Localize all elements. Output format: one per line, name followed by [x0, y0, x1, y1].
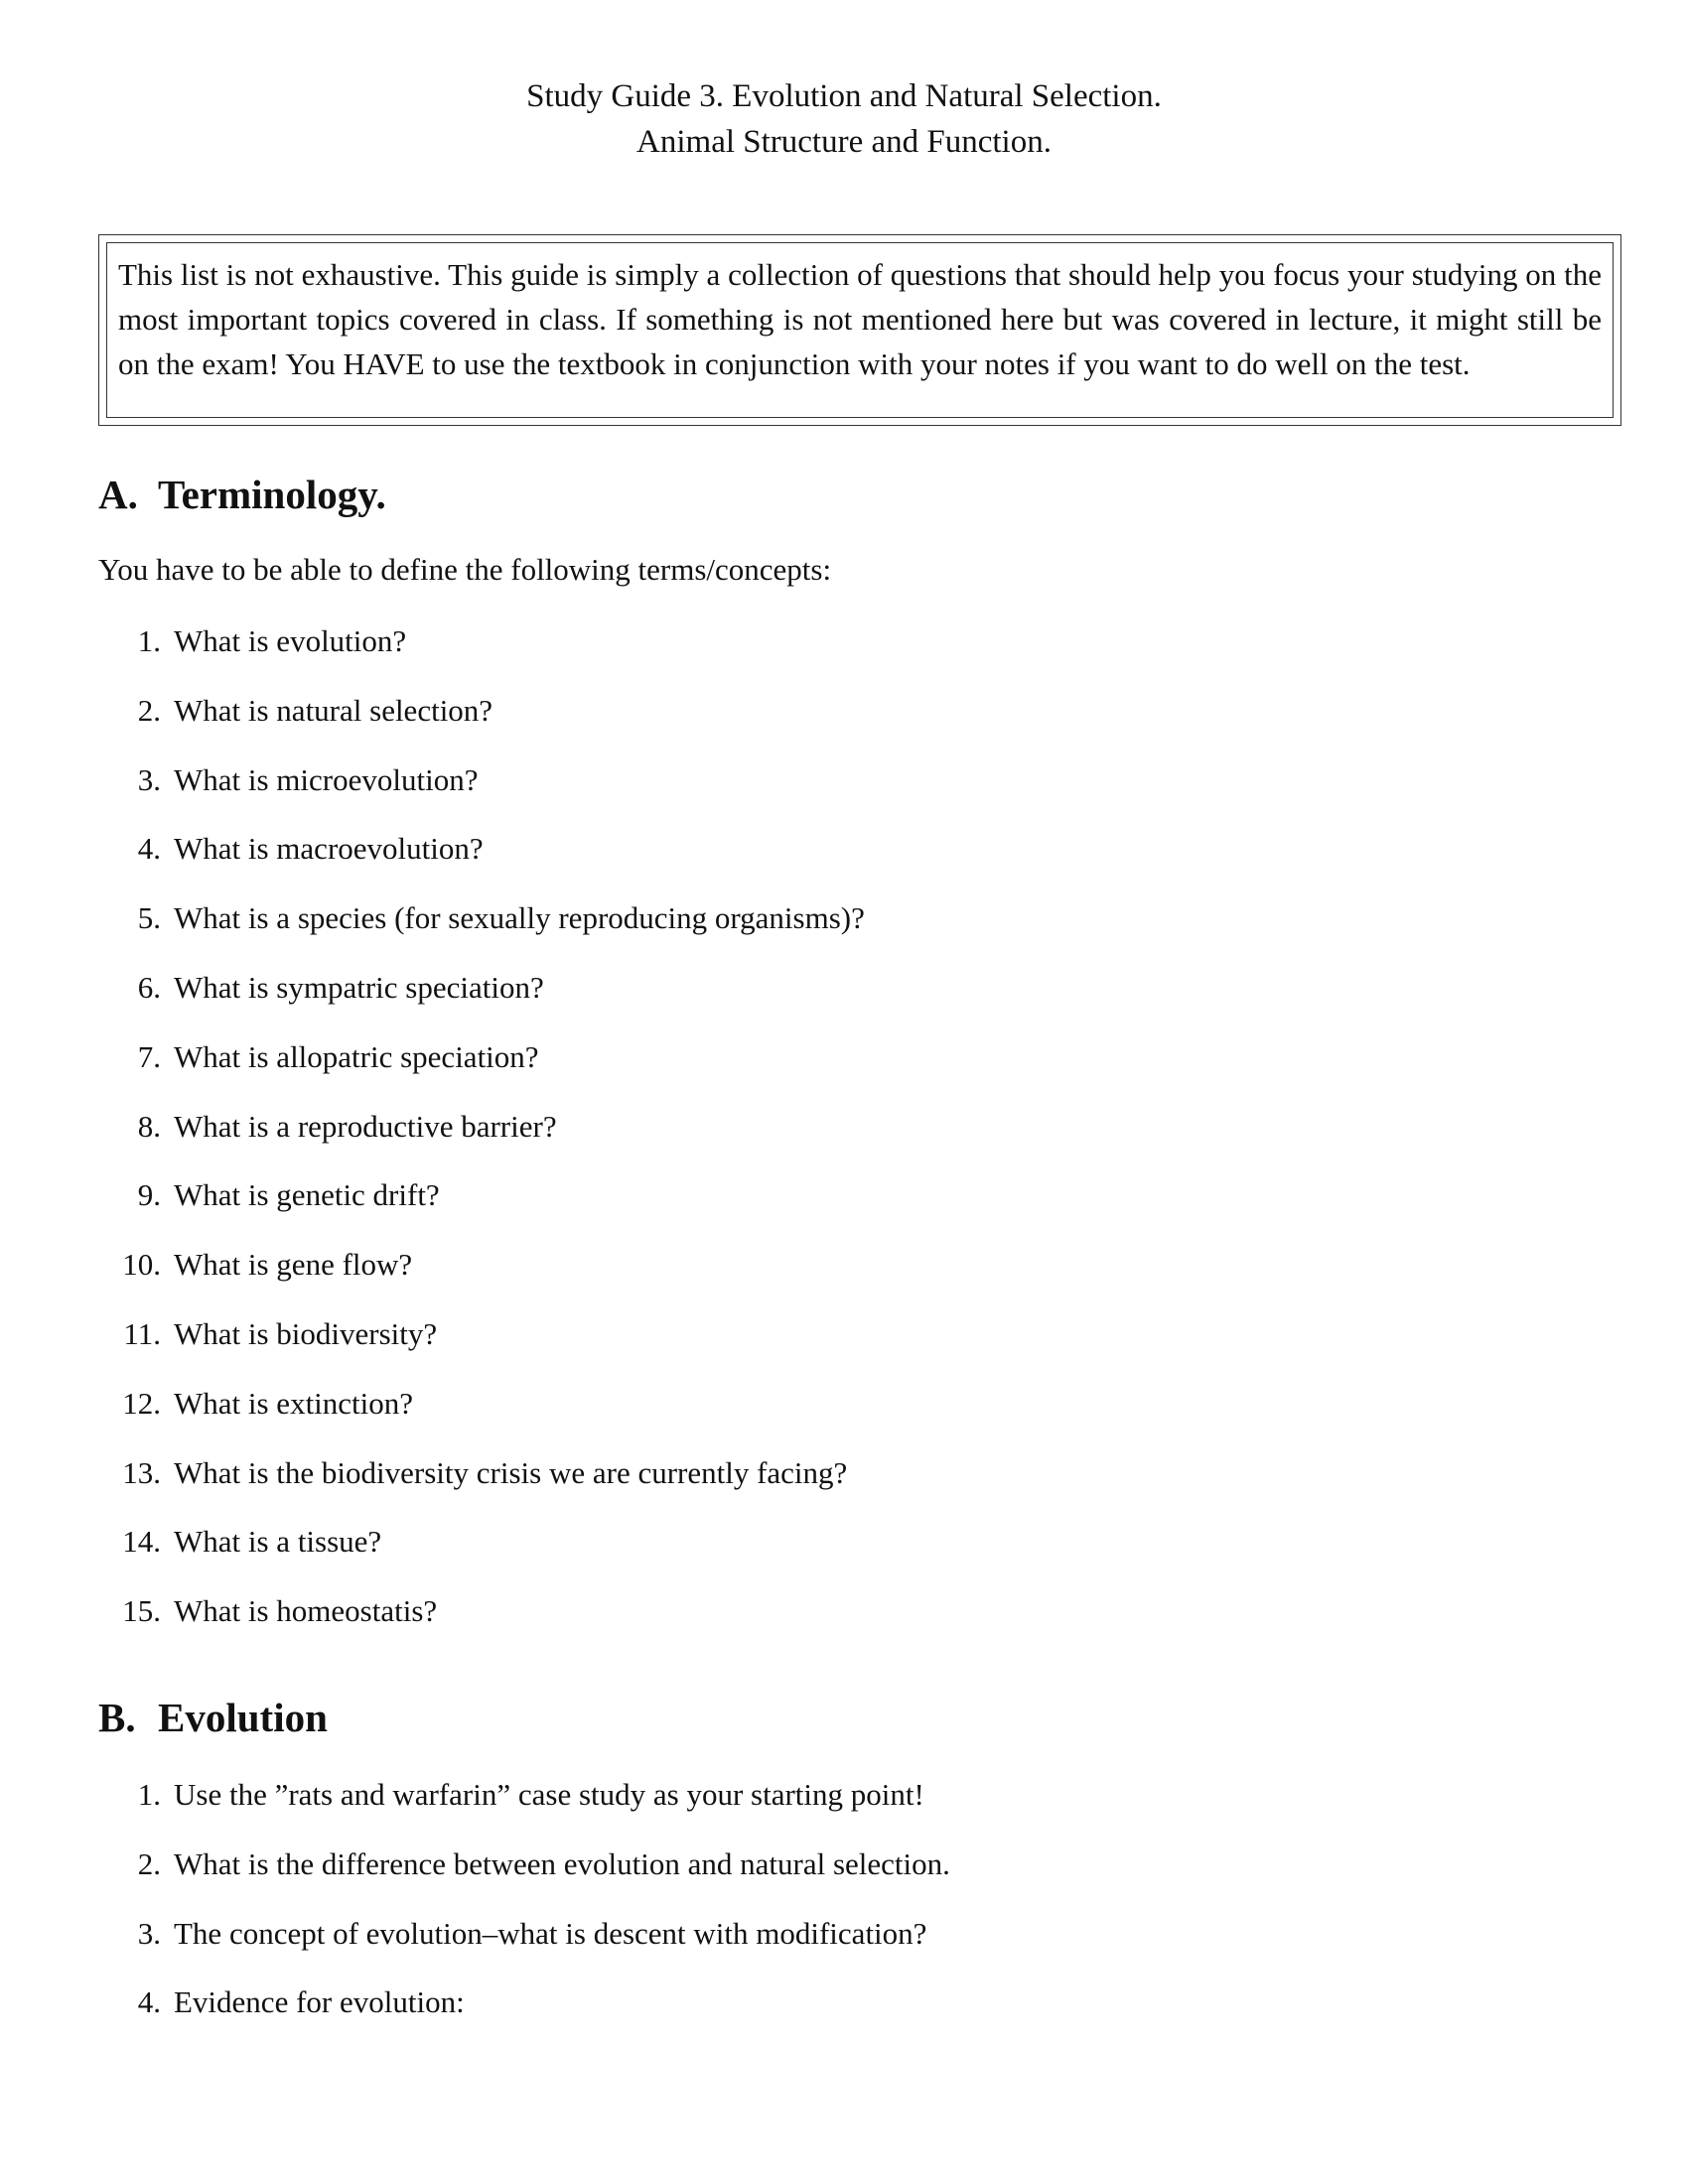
- list-item-text: What is a tissue?: [174, 1524, 382, 1560]
- list-item-number: 6.: [137, 969, 161, 1005]
- list-item-number: 8.: [137, 1108, 161, 1144]
- list-item-text: What is the difference between evolution and natural selection.: [174, 1845, 950, 1881]
- notice-box: [98, 234, 1621, 426]
- list-item-text: What is macroevolution?: [174, 831, 484, 867]
- list-item-number: 10.: [122, 1247, 161, 1283]
- list-item-text: What is a reproductive barrier?: [174, 1108, 557, 1144]
- terminology-intro: You have to be able to define the following terms/concepts:: [98, 552, 832, 587]
- list-item-number: 2.: [137, 692, 161, 728]
- list-item-number: 7.: [137, 1038, 161, 1074]
- list-item-text: Use the ”rats and warfarin” case study as your starting point!: [174, 1777, 924, 1812]
- section-title: Terminology.: [158, 472, 386, 517]
- list-item-text: The concept of evolution–what is descent with modification?: [174, 1915, 927, 1951]
- section-heading-terminology: [98, 471, 386, 518]
- list-item-number: 9.: [137, 1177, 161, 1213]
- title-line-2: Animal Structure and Function.: [636, 124, 1052, 160]
- section-letter: A.: [98, 472, 138, 517]
- list-item-number: 5.: [137, 900, 161, 936]
- notice-text: This list is not exhaustive. This guide is simply a collection of questions that should help you focus your studying on the most important topics covered in class. If something is not mentioned here but was covered in lecture, it might still be on the exam! You HAVE to use the textbook in conjunction with your notes if you want to do well on the test.: [106, 242, 1614, 418]
- list-item-number: 1.: [137, 1777, 161, 1812]
- section-title: Evolution: [158, 1695, 328, 1740]
- section-letter: B.: [98, 1695, 136, 1740]
- list-item-number: 3.: [137, 1915, 161, 1951]
- list-item-text: What is microevolution?: [174, 761, 479, 797]
- list-item-text: Evidence for evolution:: [174, 1984, 465, 2020]
- list-item-text: What is the biodiversity crisis we are currently facing?: [174, 1454, 848, 1490]
- list-item-number: 11.: [123, 1315, 161, 1351]
- list-item-text: What is sympatric speciation?: [174, 969, 544, 1005]
- list-item-number: 13.: [122, 1454, 161, 1490]
- list-item-text: What is allopatric speciation?: [174, 1038, 539, 1074]
- document-title: [0, 73, 1688, 165]
- list-item-text: What is natural selection?: [174, 692, 493, 728]
- title-line-1: Study Guide 3. Evolution and Natural Selection.: [526, 78, 1162, 114]
- list-item-number: 4.: [137, 831, 161, 867]
- list-item-number: 4.: [137, 1984, 161, 2020]
- list-item-text: What is extinction?: [174, 1385, 414, 1421]
- list-item-text: What is a species (for sexually reproducing organisms)?: [174, 900, 865, 936]
- section-heading-evolution: [98, 1694, 328, 1741]
- list-item-number: 14.: [122, 1524, 161, 1560]
- list-item-number: 3.: [137, 761, 161, 797]
- list-item-number: 12.: [122, 1385, 161, 1421]
- list-item-text: What is biodiversity?: [174, 1315, 438, 1351]
- list-item-number: 1.: [137, 623, 161, 658]
- list-item-text: What is evolution?: [174, 623, 407, 658]
- list-item-text: What is homeostatis?: [174, 1593, 438, 1629]
- list-item-number: 15.: [122, 1593, 161, 1629]
- list-item-number: 2.: [137, 1845, 161, 1881]
- list-item-text: What is gene flow?: [174, 1247, 413, 1283]
- list-item-text: What is genetic drift?: [174, 1177, 440, 1213]
